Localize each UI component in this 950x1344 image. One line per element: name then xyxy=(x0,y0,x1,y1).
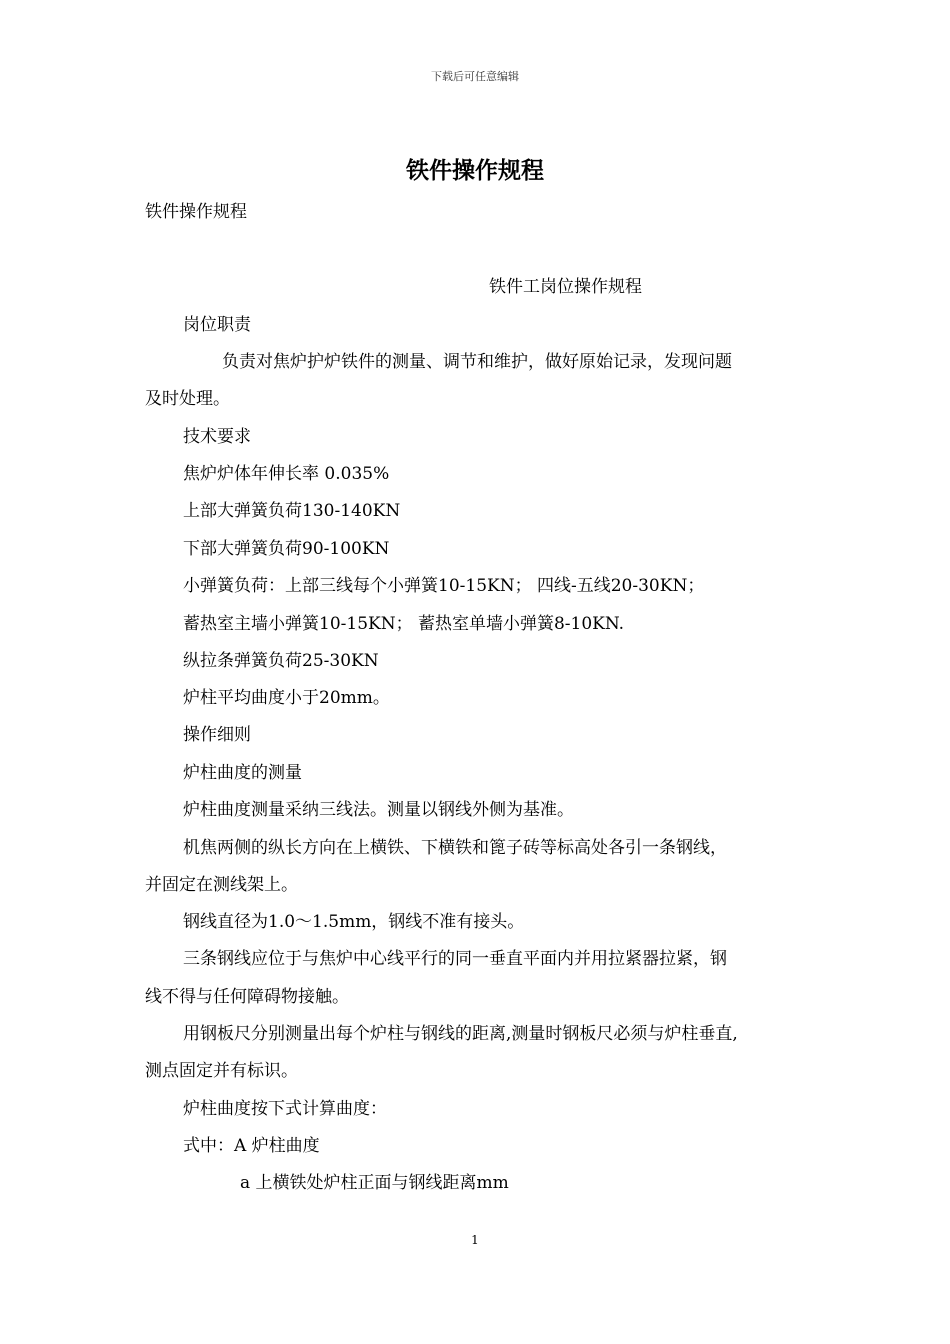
paragraph-line: 三条钢线应位于与焦炉中心线平行的同一垂直平面内并用拉紧器拉紧，钢 xyxy=(183,949,727,969)
paragraph-line: 下部大弹簧负荷90-100KN xyxy=(183,539,390,559)
heading-operations: 操作细则 xyxy=(183,725,251,745)
paragraph-line: 钢线直径为1.0～1.5mm，钢线不准有接头。 xyxy=(183,912,525,932)
paragraph-line: 负责对焦炉护炉铁件的测量、调节和维护，做好原始记录，发现问题 xyxy=(222,352,732,372)
paragraph-line: 小弹簧负荷：上部三线每个小弹簧10-15KN； 四线-五线20-30KN； xyxy=(183,576,705,596)
paragraph-line: 上部大弹簧负荷130-140KN xyxy=(183,501,401,521)
paragraph-line: 炉柱曲度测量采纳三线法。测量以钢线外侧为基准。 xyxy=(183,800,574,820)
paragraph-line: 纵拉条弹簧负荷25-30KN xyxy=(183,651,379,671)
document-subtitle: 铁件操作规程 xyxy=(145,202,247,222)
formula-legend-line: 式中：A 炉柱曲度 xyxy=(183,1136,320,1156)
paragraph-line: 机焦两侧的纵长方向在上横铁、下横铁和篦子砖等标高处各引一条钢线， xyxy=(183,838,727,858)
heading-duties: 岗位职责 xyxy=(183,315,251,335)
paragraph-line: 测点固定并有标识。 xyxy=(145,1061,298,1081)
paragraph-line: 用钢板尺分别测量出每个炉柱与钢线的距离,测量时钢板尺必须与炉柱垂直, xyxy=(183,1024,738,1044)
formula-legend-line: a 上横铁处炉柱正面与钢线距离mm xyxy=(240,1173,509,1193)
paragraph-line: 焦炉炉体年伸长率 0.035% xyxy=(183,464,390,484)
paragraph-line: 炉柱曲度按下式计算曲度： xyxy=(183,1099,387,1119)
paragraph-line: 蓄热室主墙小弹簧10-15KN； 蓄热室单墙小弹簧8-10KN. xyxy=(183,614,625,634)
section-title: 铁件工岗位操作规程 xyxy=(489,277,642,297)
heading-requirements: 技术要求 xyxy=(183,427,251,447)
page-number: 1 xyxy=(471,1233,479,1247)
paragraph-line: 炉柱平均曲度小于20mm。 xyxy=(183,688,390,708)
document-title: 铁件操作规程 xyxy=(406,158,544,184)
heading-measurement: 炉柱曲度的测量 xyxy=(183,763,302,783)
paragraph-line: 并固定在测线架上。 xyxy=(145,875,298,895)
paragraph-line: 线不得与任何障碍物接触。 xyxy=(145,987,349,1007)
paragraph-line: 及时处理。 xyxy=(145,389,230,409)
header-note: 下载后可任意编辑 xyxy=(431,70,519,83)
